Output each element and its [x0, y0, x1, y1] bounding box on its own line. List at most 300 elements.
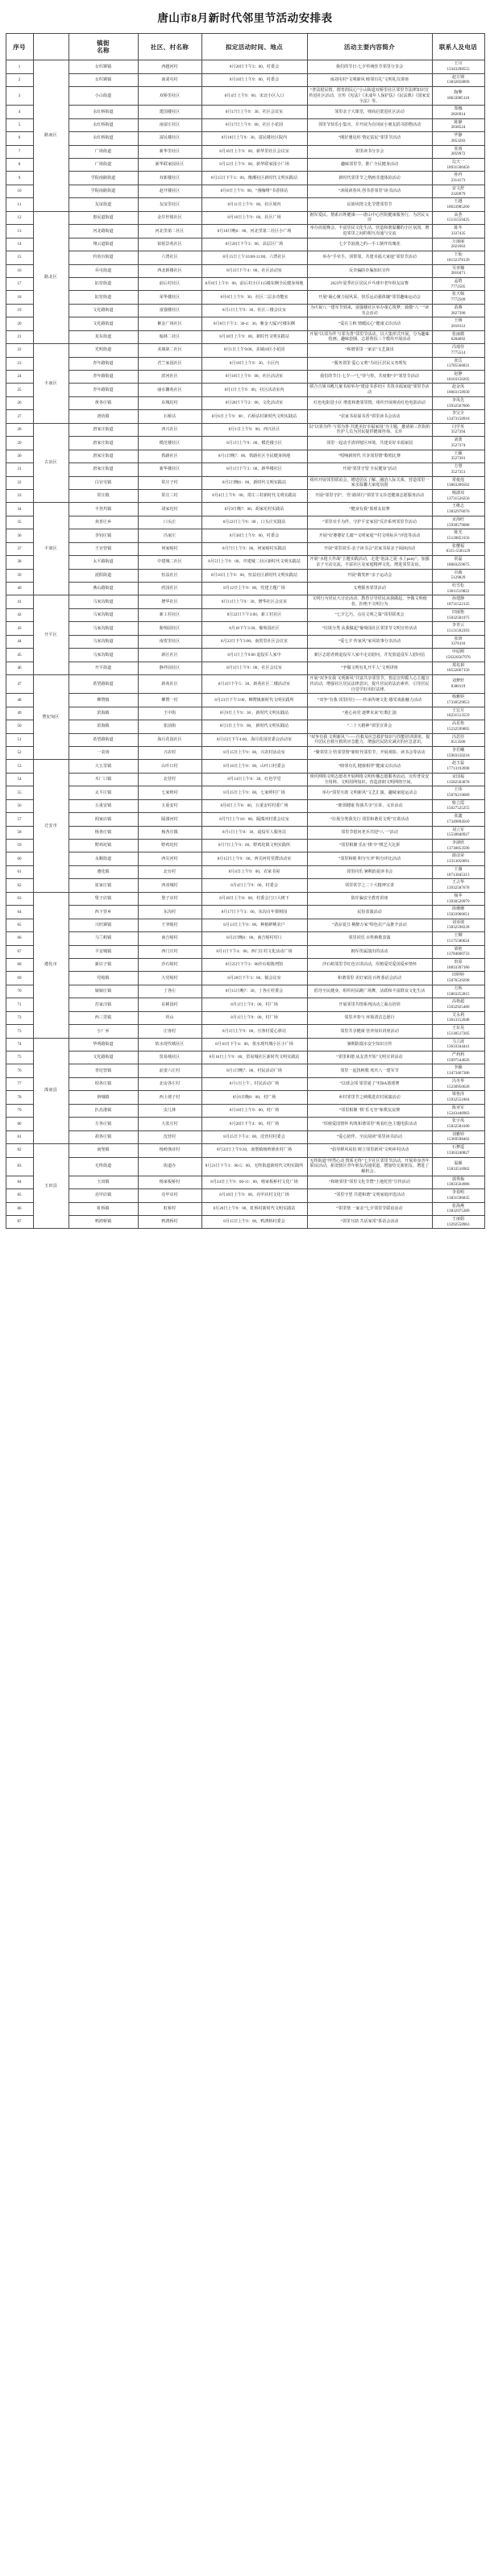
- contact-name: 李凤先: [451, 397, 465, 403]
- cell-description: 邻里常学之二十大精神宣讲: [307, 879, 432, 892]
- cell-community: 河北里第二社区: [138, 225, 201, 238]
- contact-name: 李青云: [451, 623, 465, 628]
- table-row: [6, 556, 484, 569]
- table-row: [6, 813, 484, 826]
- cell-contact: [432, 106, 484, 118]
- cell-community: 五重安村: [138, 799, 201, 812]
- cell-town: 开平街道: [69, 662, 138, 674]
- cell-time-place: 8月16日上午8：00，山叶口村委会: [201, 760, 307, 773]
- cell-description: 拥军爱民、情系百姓健康——唐山中心医院健康服务行，为居民义诊: [307, 211, 432, 224]
- table-row: [6, 277, 484, 290]
- cell-contact: [432, 238, 484, 251]
- cell-time-place: 8月18日上午9：00，新时代文明实践站: [201, 330, 307, 343]
- cell-time-place: 8月14日上午8：30，红色学堂: [201, 773, 307, 786]
- cell-seq: 30: [6, 450, 33, 463]
- cell-district: 玉田县: [33, 1144, 69, 1229]
- cell-town: 西下营乡: [69, 906, 138, 919]
- cell-town: 青坨营镇: [69, 1064, 138, 1077]
- table-row: [6, 106, 484, 118]
- contact-phone: 7775514: [451, 350, 466, 355]
- cell-town: 柳赞镇: [69, 694, 138, 707]
- contact-phone: 3376116: [451, 641, 466, 647]
- cell-district: 开平区: [33, 595, 69, 675]
- cell-seq: 25: [6, 384, 33, 396]
- cell-seq: 79: [6, 1104, 33, 1117]
- cell-community: 双桥里社区: [138, 87, 201, 106]
- cell-town: 文化路街道: [69, 304, 138, 317]
- cell-contact: [432, 423, 484, 436]
- cell-community: 前姜六庄村: [138, 1064, 201, 1077]
- contact-name: 郎彦荣: [451, 853, 465, 859]
- contact-name: 温颖: [454, 1160, 463, 1166]
- cell-description: 新时代邻里节之烙画非遗体验活动: [307, 172, 432, 185]
- cell-description: “倡导移风易俗 树立邻里新风”文明乡村活动: [307, 1144, 432, 1157]
- cell-time-place: 8月17日上午9：00，社区小花园: [201, 118, 307, 131]
- cell-seq: 87: [6, 1216, 33, 1229]
- cell-town: 李钊庄镇: [69, 529, 138, 542]
- cell-time-place: 8月22日上午9:30，南堡镇杨岭渔业村广场: [201, 1144, 307, 1157]
- cell-community: 杨各庄镇: [138, 826, 201, 839]
- cell-time-place: 8月4日上午9：00，宋北小区入口: [201, 87, 307, 106]
- cell-description: “刚好遇见你 情定富民”邻里节活动: [307, 132, 432, 145]
- contact-name: 常俊莲: [451, 477, 465, 483]
- contact-name: 王颖: [454, 450, 463, 456]
- contact-phone: 13663206502: [446, 483, 470, 488]
- contact-phone: 17713192698: [446, 766, 470, 772]
- table-row: [6, 1157, 484, 1176]
- cell-contact: [432, 662, 484, 674]
- contact-phone: 2838524: [451, 125, 466, 131]
- cell-community: 隔滦河村: [138, 813, 201, 826]
- contact-phone: 8513500: [451, 740, 466, 745]
- cell-town: 方各庄镇: [69, 1118, 138, 1130]
- column-header-time-place: 拟定活动时间、地点: [201, 34, 307, 60]
- cell-contact: [432, 958, 484, 971]
- cell-contact: [432, 132, 484, 145]
- table-row: [6, 662, 484, 674]
- table-row: [6, 760, 484, 773]
- table-row: [6, 371, 484, 384]
- contact-phone: 15097544626: [446, 1057, 470, 1063]
- cell-community: 杨岭渔业村: [138, 1144, 201, 1157]
- cell-description: 乡村邻里节之秧歌进农村展演活动: [307, 1091, 432, 1104]
- cell-town: 杨各庄镇: [69, 826, 138, 839]
- cell-description: 七夕节浪漫之约—手工制作玫瑰花: [307, 238, 432, 251]
- contact-phone: 13784600733: [446, 952, 470, 957]
- cell-seq: 11: [6, 198, 33, 211]
- contact-name: 宋国福: [451, 774, 465, 779]
- contact-phone: 2826914: [451, 111, 466, 117]
- cell-seq: 33: [6, 489, 33, 502]
- cell-description: “沐阅读春风 创书香邻里”读书活动: [307, 185, 432, 197]
- cell-description: 和谐邻里 美好家园 百姓茶话会活动: [307, 972, 432, 985]
- cell-seq: 64: [6, 906, 33, 919]
- contact-name: 杜雪松: [451, 583, 465, 588]
- cell-town: 永顺街道: [69, 852, 138, 865]
- cell-description: 开展“邻里守望 全民健身”活动: [307, 463, 432, 476]
- cell-time-place: 8月18日晚6：00，河北里第二社区小广场: [201, 225, 307, 238]
- column-header-district: [33, 34, 69, 60]
- cell-description: “聚邻里力 结邻里情”新时代邻里节，开展观影、读书会等活动: [307, 746, 432, 759]
- cell-time-place: 8月20日下午3：00，高层区广场: [201, 238, 307, 251]
- table-header: [6, 34, 484, 60]
- cell-description: 举办消夏晚会，丰富居民文化生活，营造和谐温馨的小区氛围，增进邻里之间的相互沟通与交流: [307, 225, 432, 238]
- cell-time-place: 8月16日下午4：00，依水现代城小区小广场: [201, 1038, 307, 1051]
- cell-town: 永红桥街道: [69, 118, 138, 131]
- cell-contact: [432, 410, 484, 423]
- cell-community: 翰林二社区: [138, 330, 201, 343]
- cell-town: 小山街道: [69, 87, 138, 106]
- contact-phone: 2810471: [451, 271, 466, 276]
- cell-time-place: 8月6日上午9：00 ，石桥沽村新时代文明实践站: [201, 410, 307, 423]
- table-row: [6, 998, 484, 1011]
- cell-town: 文化路街道: [69, 1052, 138, 1064]
- table-row: [6, 622, 484, 635]
- cell-town: 鸦鸿桥镇: [69, 1216, 138, 1229]
- cell-community: 石桥沽: [138, 410, 201, 423]
- cell-contact: [432, 463, 484, 476]
- cell-time-place: 8月7日上午10：00，隔滦河村委会议室: [201, 813, 307, 826]
- cell-community: 丽水馨苑社区: [138, 384, 201, 396]
- table-row: [6, 1064, 484, 1077]
- cell-contact: [432, 159, 484, 172]
- cell-time-place: 8月22日下午3:00，南贺里社区会议室: [201, 635, 307, 648]
- cell-time-place: 8月3日上午9：00，庄客村爱心驿站: [201, 1025, 307, 1038]
- cell-town: 缸窑街道: [69, 277, 138, 290]
- contact-phone: 13832598228: [446, 925, 470, 931]
- table-row: [6, 720, 484, 733]
- table-row: [6, 529, 484, 542]
- table-row: [6, 694, 484, 707]
- table-row: [6, 932, 484, 945]
- cell-seq: 83: [6, 1157, 33, 1176]
- cell-seq: 12: [6, 211, 33, 224]
- cell-contact: [432, 773, 484, 786]
- table-row: [6, 503, 484, 516]
- contact-name: 申原熙: [451, 649, 465, 655]
- cell-description: 沙石峪邻里节红色宣讲活动，厚植爱党爱国爱乡情怀: [307, 958, 432, 971]
- cell-seq: 32: [6, 476, 33, 489]
- cell-contact: [432, 622, 484, 635]
- cell-description: 红色电影进小区 增进和谐邻里情，组织开展观看红色电影活动: [307, 396, 432, 409]
- contact-name: 张宇凤: [451, 1118, 465, 1124]
- contact-phone: 8380119: [451, 684, 466, 690]
- cell-time-place: 8月18日上午8：00，村委会门口大树下: [201, 892, 307, 905]
- cell-description: 邻里亲子大课堂，财商启蒙进社区活动: [307, 106, 432, 118]
- cell-seq: 17: [6, 277, 33, 290]
- contact-phone: 13731520256: [446, 496, 470, 501]
- cell-time-place: 8月8日上午8：00，五重安村村委广场: [201, 799, 307, 812]
- contact-phone: 2853283: [451, 138, 466, 143]
- contact-phone: 18833397186: [446, 964, 470, 970]
- contact-phone: 13730853596: [446, 845, 470, 851]
- contact-phone: 13363240827: [446, 1150, 470, 1155]
- table-row: [6, 1216, 484, 1229]
- contact-phone: 15930579088: [446, 522, 470, 528]
- cell-description: “邻里情 一家亲”七夕邻里节联谊活动: [307, 1202, 432, 1215]
- cell-time-place: 8月5日上午9：00，中建城二社区新时代文明实践站: [201, 556, 307, 569]
- contact-name: 刘蕾: [454, 438, 463, 443]
- table-row: [6, 773, 484, 786]
- contact-name: 闫学英: [451, 424, 465, 429]
- cell-community: 沙石峪村: [138, 958, 201, 971]
- contact-phone: 15243446963: [446, 1110, 470, 1116]
- cell-contact: [432, 277, 484, 290]
- cell-seq: 77: [6, 1077, 33, 1090]
- contact-name: 杨苹: [454, 893, 463, 898]
- cell-community: 北房各庄村: [138, 1077, 201, 1090]
- cell-description: 举办“邻里互助 文明新风”文艺汇演、趣味家庭运动会: [307, 786, 432, 799]
- contact-name: 马立波: [451, 1039, 465, 1044]
- cell-time-place: 8月5日晚6：00，新时代文明实践站: [201, 476, 307, 489]
- cell-seq: 84: [6, 1176, 33, 1188]
- cell-community: 丁各庄: [138, 985, 201, 998]
- cell-town: 河北路街道: [69, 225, 138, 238]
- cell-contact: [432, 799, 484, 812]
- cell-district: 丰润区: [33, 503, 69, 595]
- cell-seq: 27: [6, 410, 33, 423]
- cell-time-place: 8月1日上午9：00，模范楼小区: [201, 437, 307, 450]
- table-row: [6, 569, 484, 582]
- contact-name: 方慧: [454, 464, 463, 470]
- cell-community: 虹桥村: [138, 1202, 201, 1215]
- cell-contact: [432, 906, 484, 919]
- contact-name: 赵静: [454, 371, 463, 376]
- contact-name: 田婷婷: [451, 973, 465, 978]
- cell-seq: 74: [6, 1038, 33, 1051]
- cell-seq: 28: [6, 423, 33, 436]
- cell-town: 王官营镇: [69, 542, 138, 555]
- contact-phone: 3527351: [451, 469, 466, 475]
- contact-name: 刘雅婷: [451, 1131, 465, 1137]
- cell-description: 我们的节日·七夕传统佳节邻里分享会: [307, 60, 432, 73]
- cell-description: 趣味邻里节，推广全民健身活动: [307, 159, 432, 172]
- table-row: [6, 423, 484, 436]
- cell-town: 广场街道: [69, 159, 138, 172]
- cell-town: 堡子店镇: [69, 892, 138, 905]
- column-header-description: 活动主要内容简介: [307, 34, 432, 60]
- cell-description: 我们的节日·七夕—“七”待与你，共度朝“夕”邻里节活动: [307, 371, 432, 384]
- cell-town: 一农场: [69, 746, 138, 759]
- cell-contact: [432, 985, 484, 998]
- table-row: [6, 892, 484, 905]
- table-row: [6, 159, 484, 172]
- table-row: [6, 291, 484, 304]
- cell-community: 张前街: [138, 720, 201, 733]
- contact-name: 赵万钢: [451, 74, 465, 80]
- cell-town: 翔云道街道: [69, 238, 138, 251]
- contact-phone: 13832976076: [446, 509, 470, 515]
- cell-description: 邻里共享健康 营养知识讲座活动: [307, 1025, 432, 1038]
- cell-time-place: 8月18日上午9：30，小区内: [201, 357, 307, 370]
- cell-contact: [432, 344, 484, 357]
- contact-phone: 13831596835: [446, 1195, 470, 1201]
- cell-seq: 50: [6, 720, 33, 733]
- table-row: [6, 649, 484, 662]
- table-row: [6, 1130, 484, 1143]
- cell-district: 古冶区: [33, 423, 69, 503]
- contact-phone: 15027525255: [446, 806, 470, 811]
- page-title: 唐山市8月新时代邻里节活动安排表: [157, 12, 333, 24]
- cell-town: 阎家店镇: [69, 813, 138, 826]
- cell-town: 常庄镇: [69, 489, 138, 502]
- cell-seq: 60: [6, 852, 33, 865]
- contact-name: 张鑫: [454, 814, 463, 819]
- cell-community: 巩山: [138, 1011, 201, 1024]
- cell-contact: [432, 489, 484, 502]
- cell-town: 马家沟街道: [69, 622, 138, 635]
- cell-town: 女织寨镇: [69, 73, 138, 86]
- cell-description: 以“以邻为伴·与邻为善·共建美好幸福家园”为主题，邀请第三医院的医护人员为居民提供健康咨询、义诊: [307, 423, 432, 436]
- cell-description: “邻里牵手为伴、守护平安家园”反诈系列邻里节活动: [307, 516, 432, 529]
- contact-name: 李颖: [454, 1065, 463, 1071]
- contact-name: 苗燕: [454, 305, 463, 310]
- cell-seq: 69: [6, 972, 33, 985]
- cell-community: 富民楼社区: [138, 132, 201, 145]
- contact-name: 刘立军: [451, 827, 465, 832]
- table-row: [6, 463, 484, 476]
- cell-time-place: 8月8日下午3：30-4：30，紫金大厦3号楼东侧: [201, 317, 307, 330]
- cell-community: 杨家板桥村: [138, 1176, 201, 1188]
- cell-time-place: 8月24日上午9：00-11：00，杨家板桥村文化广场: [201, 1176, 307, 1188]
- cell-town: 华明路街道: [69, 1038, 138, 1051]
- contact-phone: 13613152048: [446, 1018, 470, 1023]
- cell-time-place: 8月4日上午9：00，农家书屋: [201, 865, 307, 878]
- cell-contact: [432, 291, 484, 304]
- contact-phone: 2859972: [451, 151, 466, 157]
- cell-description: “七夕乞巧，点亮文明之幕”邻里联欢会: [307, 608, 432, 621]
- table-row: [6, 516, 484, 529]
- cell-contact: [432, 1144, 484, 1157]
- cell-contact: [432, 1202, 484, 1215]
- contact-name: 郭秀梅: [451, 1176, 465, 1182]
- cell-contact: [432, 437, 484, 450]
- cell-time-place: 8月1日上午9：00，村广场: [201, 1011, 307, 1024]
- cell-district: 滦南县: [33, 1038, 69, 1144]
- cell-contact: [432, 1176, 484, 1188]
- cell-time-place: 8月1日下午3：00，新华楼社区: [201, 463, 307, 476]
- contact-name: 高艳超: [451, 999, 465, 1005]
- cell-town: 唐家庄街道: [69, 463, 138, 476]
- cell-time-place: 8月3日上午9：00， 新时代文明实践站: [201, 720, 307, 733]
- cell-time-place: 8月11日上午9：30，增华社区会议室: [201, 595, 307, 608]
- cell-contact: [432, 542, 484, 555]
- cell-community: 庄客村: [138, 1025, 201, 1038]
- contact-name: 张岳: [454, 358, 463, 363]
- cell-town: 女织寨镇: [69, 60, 138, 73]
- cell-town: 马家沟街道: [69, 649, 138, 662]
- cell-district: 路北区: [33, 211, 69, 343]
- table-row: [6, 1091, 484, 1104]
- cell-description: 为庆祝八一建军节到来，富强楼社区举办童心筑梦，致敬“八一”读书会活动: [307, 304, 432, 317]
- contact-name: 杨雅婷: [451, 695, 465, 700]
- table-row: [6, 958, 484, 971]
- contact-name: 刘梦轩: [451, 678, 465, 684]
- cell-seq: 10: [6, 185, 33, 197]
- contact-name: 张妍: [454, 636, 463, 641]
- cell-contact: [432, 529, 484, 542]
- contact-name: 安文舒: [451, 185, 465, 191]
- cell-community: 冯家庄: [138, 529, 201, 542]
- cell-description: 防诈骗安全教育讲座: [307, 892, 432, 905]
- contact-name: 李淑欣: [451, 840, 465, 846]
- cell-town: 光明街道: [69, 344, 138, 357]
- cell-community: 鸦鸿桥村: [138, 1216, 201, 1229]
- cell-seq: 13: [6, 225, 33, 238]
- cell-time-place: 8月4日上午9：00，村委会: [201, 879, 307, 892]
- table-row: [6, 317, 484, 330]
- header-row: [6, 34, 484, 60]
- table-row: [6, 972, 484, 985]
- cell-time-place: 8月11日上午9：00，社区境内: [201, 198, 307, 211]
- cell-community: 新华联家园社区: [138, 159, 201, 172]
- cell-town: 五重安镇: [69, 799, 138, 812]
- cell-community: 铁路社区: [138, 450, 201, 463]
- contact-phone: 7772509: [451, 297, 466, 303]
- table-row: [6, 1077, 484, 1090]
- table-row: [6, 476, 484, 489]
- contact-phone: 7772505: [451, 284, 466, 289]
- cell-contact: [432, 649, 484, 662]
- cell-town: 唐家庄街道: [69, 423, 138, 436]
- contact-name: 王灿: [454, 252, 463, 258]
- cell-seq: 48: [6, 694, 33, 707]
- cell-community: 南富庄社区: [138, 118, 201, 131]
- cell-district: 路南区: [33, 60, 69, 212]
- cell-town: 党峪镇: [69, 972, 138, 985]
- contact-phone: 13832858899: [446, 80, 470, 85]
- cell-description: “邻里守望 共建和谐”文明家庭评选活动: [307, 1189, 432, 1202]
- cell-time-place: 8月7日上午9：00，何家峪村实践站: [201, 542, 307, 555]
- cell-time-place: 8月1日上午9:00，美域18区小花园: [201, 344, 307, 357]
- cell-seq: 29: [6, 437, 33, 450]
- cell-town: 太平路街道: [69, 556, 138, 569]
- table-row: [6, 211, 484, 224]
- contact-phone: 18633985260: [446, 205, 470, 210]
- cell-seq: 6: [6, 132, 33, 145]
- cell-seq: 86: [6, 1202, 33, 1215]
- cell-contact: [432, 450, 484, 463]
- cell-description: “邻里互助 共话家常”茶话会活动: [307, 1216, 432, 1229]
- cell-seq: 15: [6, 251, 33, 264]
- contact-name: 梁艳: [454, 946, 463, 952]
- cell-description: “邻里和谐 从友善开始”文明宣讲活动: [307, 1052, 432, 1064]
- cell-seq: 78: [6, 1091, 33, 1104]
- cell-seq: 41: [6, 595, 33, 608]
- contact-phone: 5129829: [451, 575, 466, 581]
- cell-town: 马家沟街道: [69, 635, 138, 648]
- cell-description: 组织网络文明志愿者开展网络文明传播志愿服务活动，宣传普及安全用网、文明用网知识，营造清朗文明网络空间。: [307, 773, 432, 786]
- cell-seq: 75: [6, 1052, 33, 1064]
- contact-name: 王川: [454, 61, 463, 67]
- table-row: [6, 1176, 484, 1188]
- cell-community: 常庄子村: [138, 476, 201, 489]
- cell-time-place: 8月28日下午3：00，镇会议室: [201, 972, 307, 985]
- cell-time-place: 8月20日上午9：00，虹桥村新时代文明实践站: [201, 1202, 307, 1215]
- contact-phone: 18132378139: [446, 257, 470, 263]
- cell-seq: 49: [6, 707, 33, 720]
- cell-contact: [432, 1038, 484, 1051]
- contact-phone: 15803252815: [446, 991, 470, 997]
- contact-name: 陶擎: [454, 90, 463, 96]
- contact-phone: 17330529653: [446, 699, 470, 705]
- cell-community: 中建城二社区: [138, 556, 201, 569]
- cell-seq: 43: [6, 622, 33, 635]
- cell-community: 新工村社区: [138, 608, 201, 621]
- cell-time-place: 8月13日上午9：00，种植鲜桃农户: [201, 919, 307, 931]
- contact-name: 陈冬: [454, 226, 463, 231]
- cell-contact: [432, 569, 484, 582]
